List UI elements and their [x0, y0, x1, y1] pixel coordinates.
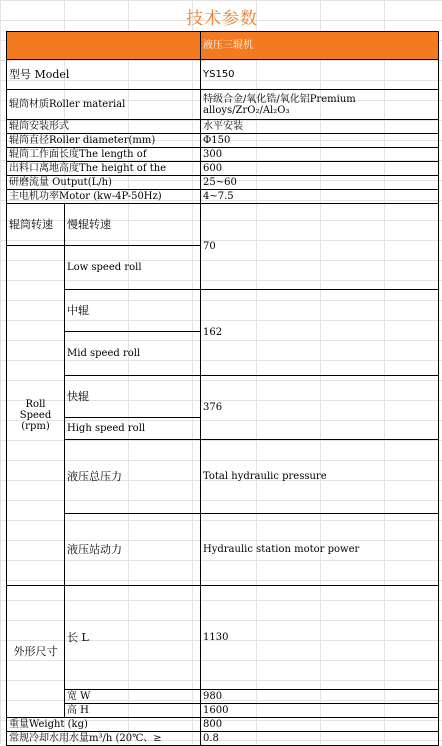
speed-high-value: 376: [201, 376, 439, 440]
cooling-value: 0.8: [201, 732, 439, 746]
weight-label: 重量Weight (kg): [7, 718, 201, 732]
row-length: [7, 148, 439, 162]
diameter-label: 辊筒直径Roller diameter(mm): [7, 134, 201, 148]
hydraulic-pressure-cn: 液压总压力: [65, 440, 201, 514]
row-speed-low-cn: [7, 204, 439, 246]
dim-height-label: 高 H: [65, 704, 201, 718]
dim-width-value: 980: [201, 690, 439, 704]
row-output: [7, 176, 439, 190]
speed-label-en-1: Roll: [25, 399, 46, 410]
row-speed-high-cn: [7, 376, 439, 418]
dim-length-label: 长 L: [65, 586, 201, 690]
header-model-cell: 液压三辊机: [201, 32, 439, 60]
page-title: 技术参数: [186, 9, 258, 29]
speed-mid-value: 162: [201, 290, 439, 376]
install-label: 辊筒安装形式: [7, 120, 201, 134]
row-weight: [7, 718, 439, 732]
row-material: [7, 90, 439, 120]
speed-mid-en: Mid speed roll: [65, 332, 201, 376]
row-install: [7, 120, 439, 134]
speed-high-cn: 快辊: [65, 376, 201, 418]
row-motor: [7, 190, 439, 204]
output-label: 研磨流量 Output(L/h): [7, 176, 201, 190]
row-speed-mid-cn: [7, 290, 439, 332]
speed-label-en-2: Speed: [19, 410, 52, 421]
header-left-cell: [7, 32, 201, 60]
speed-label-en: [7, 246, 65, 586]
speed-label-en-3: (rpm): [21, 421, 50, 432]
speed-low-en: Low speed roll: [65, 246, 201, 290]
speed-low-cn: 慢辊转速: [65, 204, 201, 246]
length-label: 辊筒工作面长度The length of: [7, 148, 201, 162]
spec-table: [6, 31, 439, 746]
row-hydraulic-station: [7, 514, 439, 586]
height-label: 出料口离地高度The height of the: [7, 162, 201, 176]
dim-height-value: 1600: [201, 704, 439, 718]
dim-width-label: 宽 W: [65, 690, 201, 704]
row-height: [7, 162, 439, 176]
speed-high-en: High speed roll: [65, 418, 201, 440]
motor-value: 4~7.5: [201, 190, 439, 204]
output-value: 25~60: [201, 176, 439, 190]
speed-low-value: 70: [201, 204, 439, 290]
hydraulic-pressure-en: Total hydraulic pressure: [201, 440, 439, 514]
weight-value: 800: [201, 718, 439, 732]
dimensions-label: 外形尺寸: [7, 586, 65, 718]
row-model: [7, 60, 439, 90]
speed-label-cn: 辊筒转速: [7, 204, 65, 246]
material-value: 特级合金/氧化锆/氧化铝Premium alloys/ZrO₂/Al₂O₃: [201, 90, 439, 120]
material-label: 辊筒材质Roller material: [7, 90, 201, 120]
model-value: YS150: [201, 60, 439, 90]
install-value: 水平安装: [201, 120, 439, 134]
dim-length-value: 1130: [201, 586, 439, 690]
row-hydraulic-pressure: [7, 440, 439, 514]
hydraulic-station-en: Hydraulic station motor power: [201, 514, 439, 586]
height-value: 600: [201, 162, 439, 176]
speed-mid-cn: 中辊: [65, 290, 201, 332]
header-row: [7, 32, 439, 60]
model-label: 型号 Model: [7, 60, 201, 90]
diameter-value: Ф150: [201, 134, 439, 148]
motor-label: 主电机功率Motor (kw-4P-50Hz): [7, 190, 201, 204]
row-dim-height: [7, 704, 439, 718]
row-cooling: [7, 732, 439, 746]
hydraulic-station-cn: 液压站动力: [65, 514, 201, 586]
cooling-label: 常规冷却水用水量m³/h (20℃、≥: [7, 732, 201, 746]
row-diameter: [7, 134, 439, 148]
row-dim-width: [7, 690, 439, 704]
row-dim-length: [7, 586, 439, 690]
length-value: 300: [201, 148, 439, 162]
